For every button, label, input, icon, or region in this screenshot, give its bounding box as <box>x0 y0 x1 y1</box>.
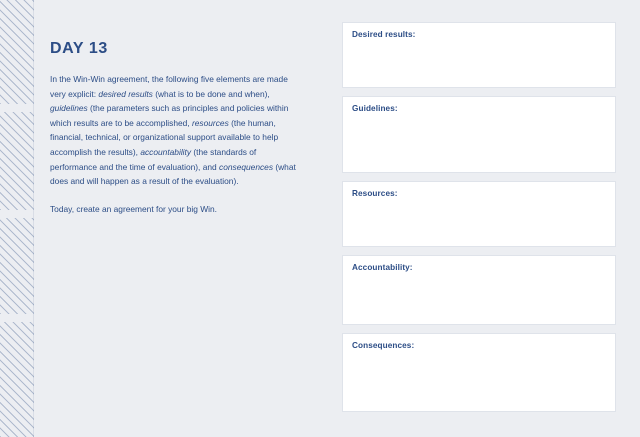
emphasis-term: accountability <box>140 146 192 157</box>
hatch-block <box>0 322 34 437</box>
answer-box[interactable] <box>342 333 616 412</box>
paragraph-run: (the human, financial, technical, or organizational support available to help accomplish the results), <box>50 117 279 157</box>
emphasis-term: guidelines <box>50 103 88 114</box>
paragraph-run: (what does and will happen as a result of the evaluation). <box>50 161 296 187</box>
answer-box-label: Consequences: <box>352 341 415 350</box>
hatch-block <box>0 0 34 104</box>
diagonal-hatch-band <box>0 0 34 437</box>
instructions-paragraph <box>50 72 302 189</box>
paragraph-run: (what is to be done and when), <box>152 88 270 99</box>
answer-box[interactable] <box>342 255 616 325</box>
answer-box-label: Resources: <box>352 189 398 198</box>
paragraph-run: (the standards of performance and the time of evaluation), and <box>50 146 257 172</box>
answer-box[interactable] <box>342 181 616 247</box>
emphasis-term: desired results <box>98 88 153 99</box>
paragraph-run: (the parameters such as principles and policies within which results are to be accomplished, <box>50 103 289 128</box>
answer-box-label: Accountability: <box>352 263 413 272</box>
answer-box-label: Guidelines: <box>352 104 398 113</box>
instructions-closing-line: Today, create an agreement for your big Win. <box>50 203 217 214</box>
answer-box[interactable] <box>342 22 616 88</box>
answer-box[interactable] <box>342 96 616 173</box>
answer-box-label: Desired results: <box>352 30 416 39</box>
hatch-block <box>0 112 34 210</box>
page-title: DAY 13 <box>50 40 108 57</box>
paragraph-run: In the Win-Win agreement, the following five elements are made very explicit: <box>50 74 288 99</box>
instructions-column <box>50 40 302 229</box>
hatch-block <box>0 218 34 314</box>
emphasis-term: consequences <box>219 161 274 172</box>
emphasis-term: resources <box>191 117 229 128</box>
answer-boxes-column <box>342 22 616 420</box>
